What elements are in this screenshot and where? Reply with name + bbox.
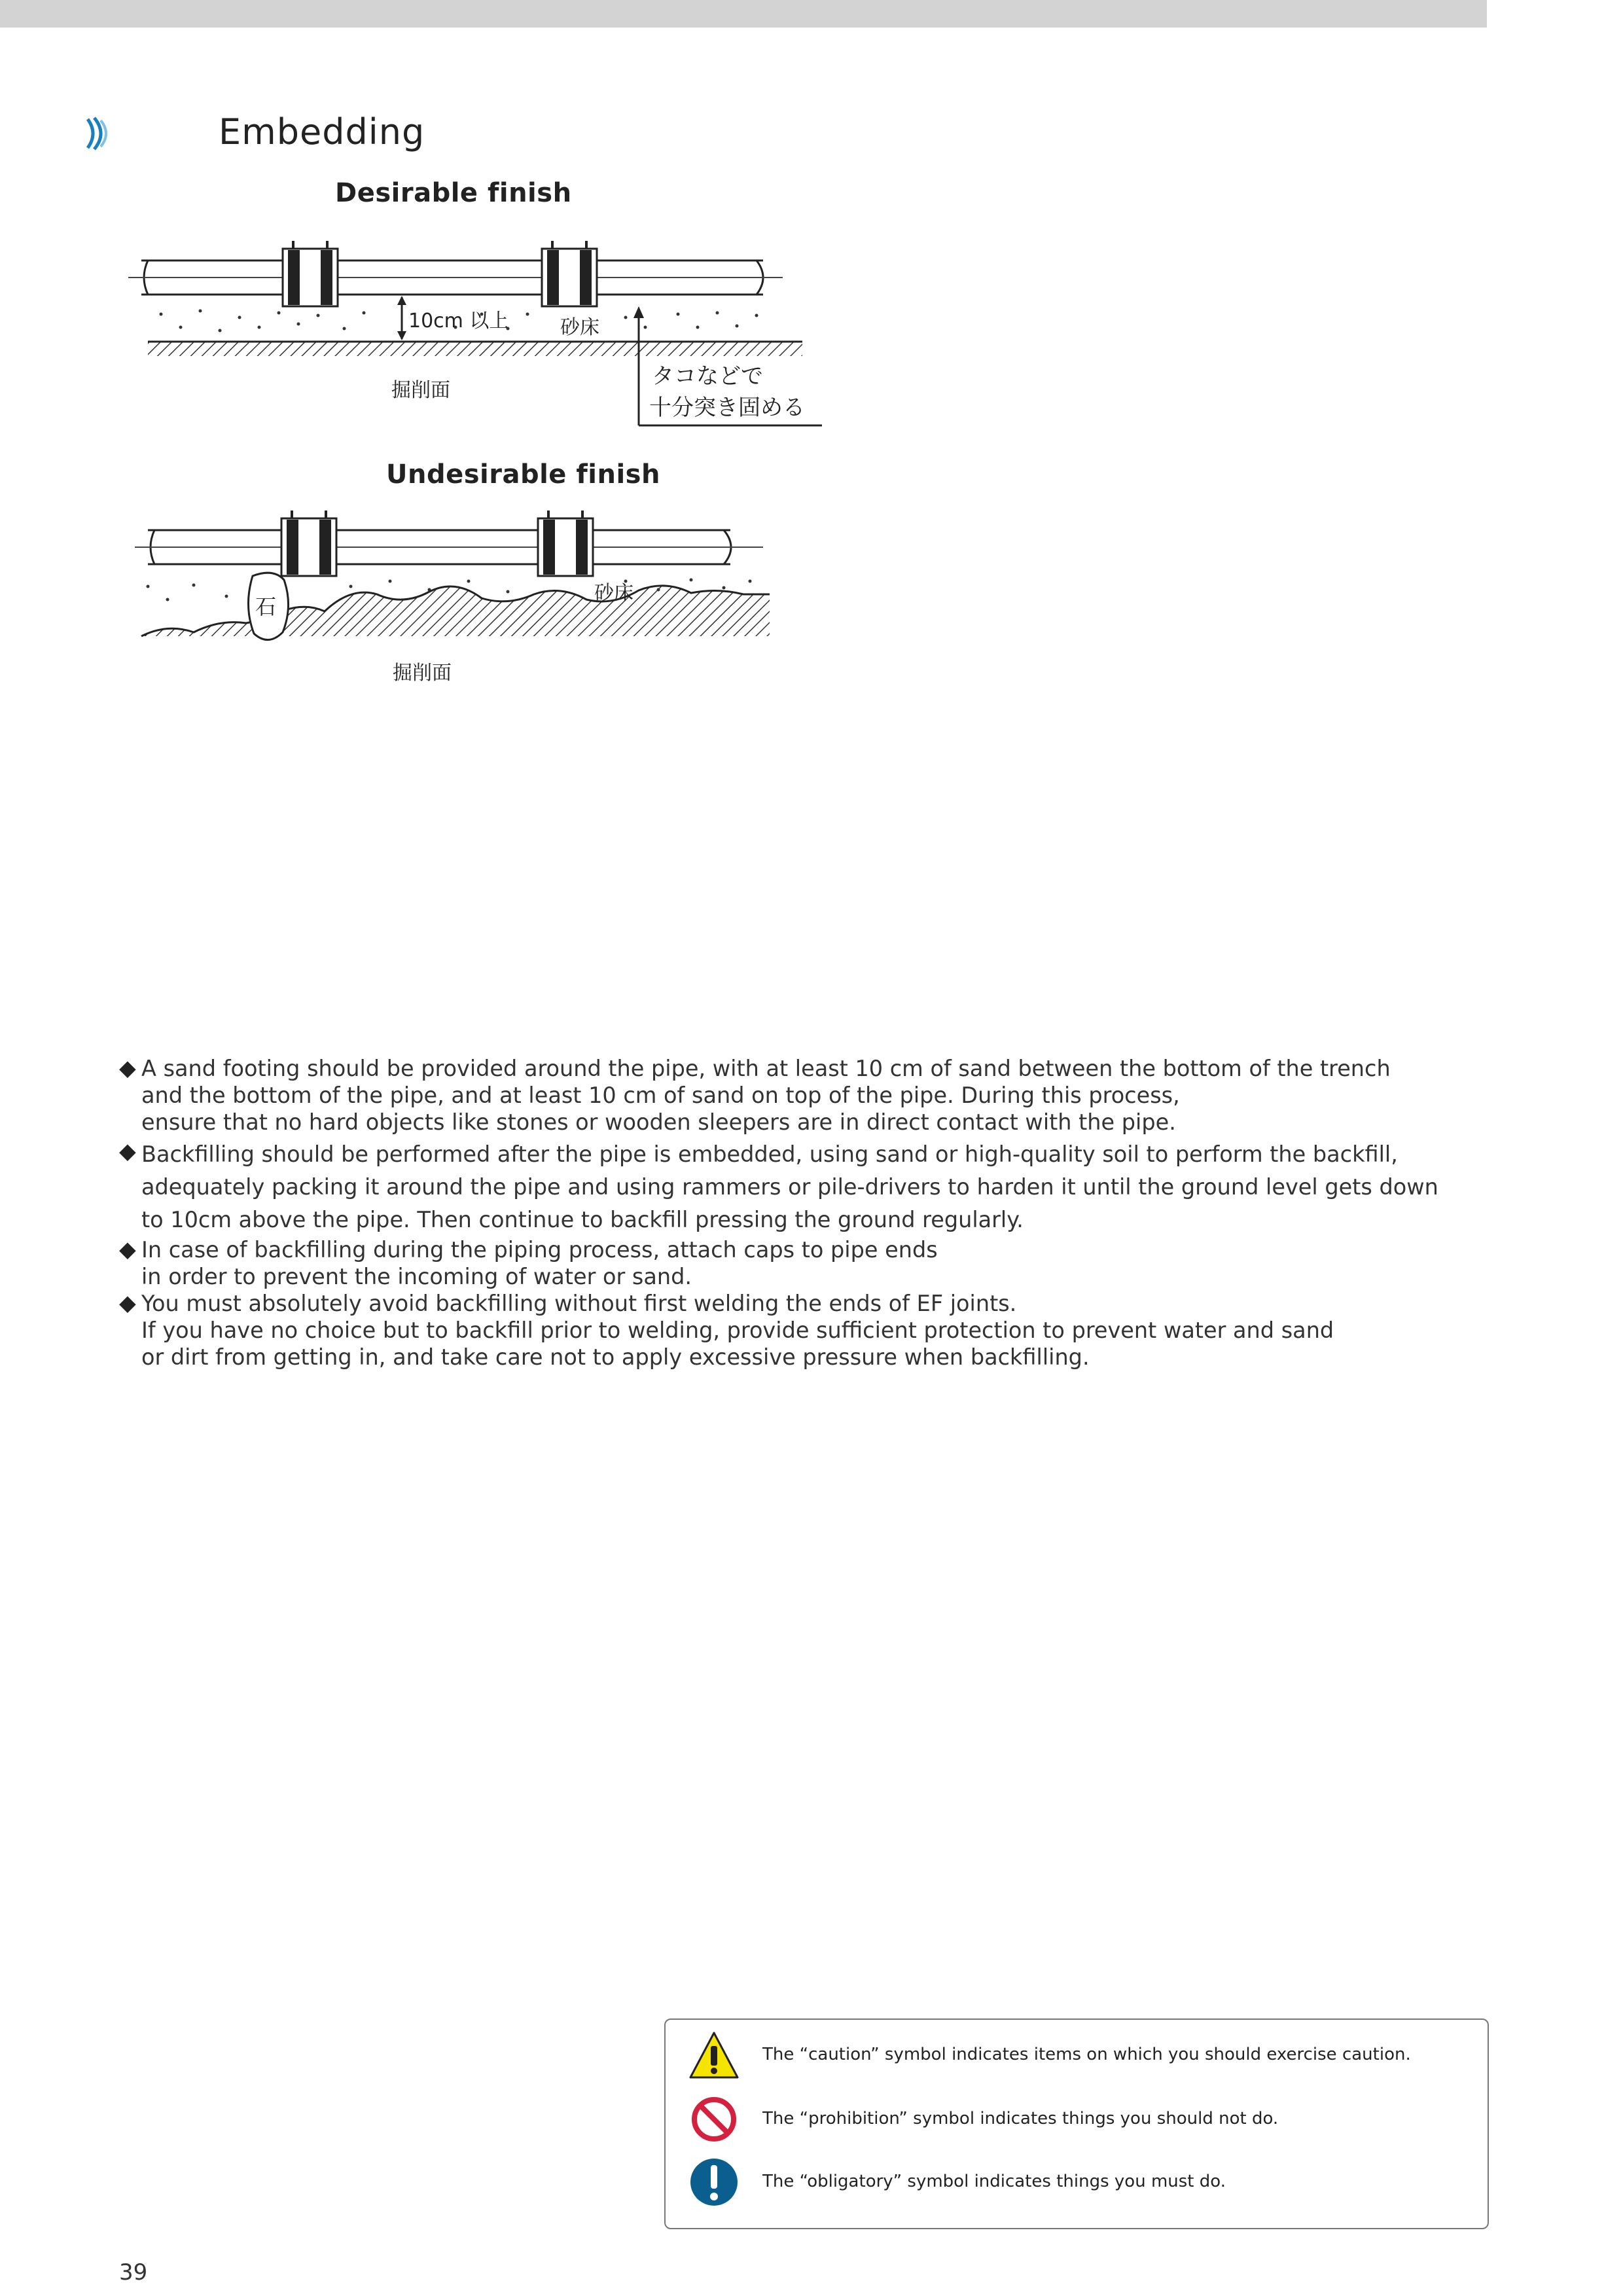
legend-caution-text: The “caution” symbol indicates items on which you should exercise caution. (762, 2045, 1411, 2064)
undesirable-caption: Undesirable finish (386, 459, 660, 490)
caution-icon (688, 2030, 740, 2080)
legend-prohibition-text: The “prohibition” symbol indicates things you should not do. (762, 2109, 1279, 2128)
instruction-item: ◆ In case of backfilling during the piping process, attach caps to pipe ends in order to prevent the incoming of water or sand. (119, 1236, 938, 1289)
section-title: Embedding (219, 111, 425, 152)
ef-joint-2 (542, 241, 597, 306)
instruction-item: ◆ A sand footing should be provided around the pipe, with at least 10 cm of sand between the bottom of the trench and the bottom of the pipe, and at least 10 cm of sand on top of the pipe. During this process, ensure that no hard objects like stones or wooden sleepers are in direct contact with the pipe. (119, 1055, 1391, 1135)
legend-obligatory-text: The “obligatory” symbol indicates things you must do. (762, 2172, 1226, 2191)
undesirable-finish-diagram (128, 508, 783, 704)
prohibition-icon (688, 2094, 740, 2144)
bullet-diamond: ◆ (119, 1290, 136, 1316)
bullet-diamond: ◆ (119, 1236, 136, 1262)
tamp-label-2: 十分突き固める (649, 395, 805, 421)
legend-item-caution (666, 2028, 1488, 2080)
symbol-legend (664, 2018, 1489, 2229)
obligatory-icon (688, 2157, 740, 2207)
sand-bed-label: 砂床 (560, 316, 599, 339)
instructions-list (119, 1055, 1467, 1371)
ef-joint-2 (538, 511, 593, 576)
stone-label: 石 (255, 594, 277, 619)
legend-item-prohibition (666, 2092, 1488, 2144)
ef-joint-1 (281, 511, 336, 576)
bullet-diamond: ◆ (119, 1055, 136, 1081)
ef-joint-1 (283, 241, 338, 306)
legend-item-obligatory (666, 2155, 1488, 2207)
section-marker-icon (84, 115, 115, 152)
depth-label: 10cm 以上 (408, 310, 509, 332)
tamp-label-1: タコなどで (652, 363, 763, 389)
excavated-surface-label: 掘削面 (393, 662, 452, 685)
instruction-item: ◆ You must absolutely avoid backfilling without first welding the ends of EF joints. If you have no choice but to backfill prior to welding, provide sufficient protection to prevent water and sand or dirt from getting in, and take care not to apply excessive pressure when backfilling. (119, 1290, 1334, 1370)
top-bar (0, 0, 1487, 27)
desirable-caption: Desirable finish (335, 178, 572, 208)
desirable-finish-diagram (128, 229, 829, 439)
page-number: 39 (119, 2259, 148, 2286)
excavated-surface-label: 掘削面 (391, 379, 450, 402)
instruction-item: ◆ Backfilling should be performed after the pipe is embedded, using sand or high-quality soil to perform the backfill, adequately packing it around the pipe and using rammers or pile-drivers to harden it until the ground level gets down to 10cm above the pipe. Then continue to backfill pressing the ground regularly. (119, 1138, 1438, 1232)
sand-bed-label: 砂床 (594, 582, 633, 605)
bullet-diamond: ◆ (119, 1138, 136, 1164)
